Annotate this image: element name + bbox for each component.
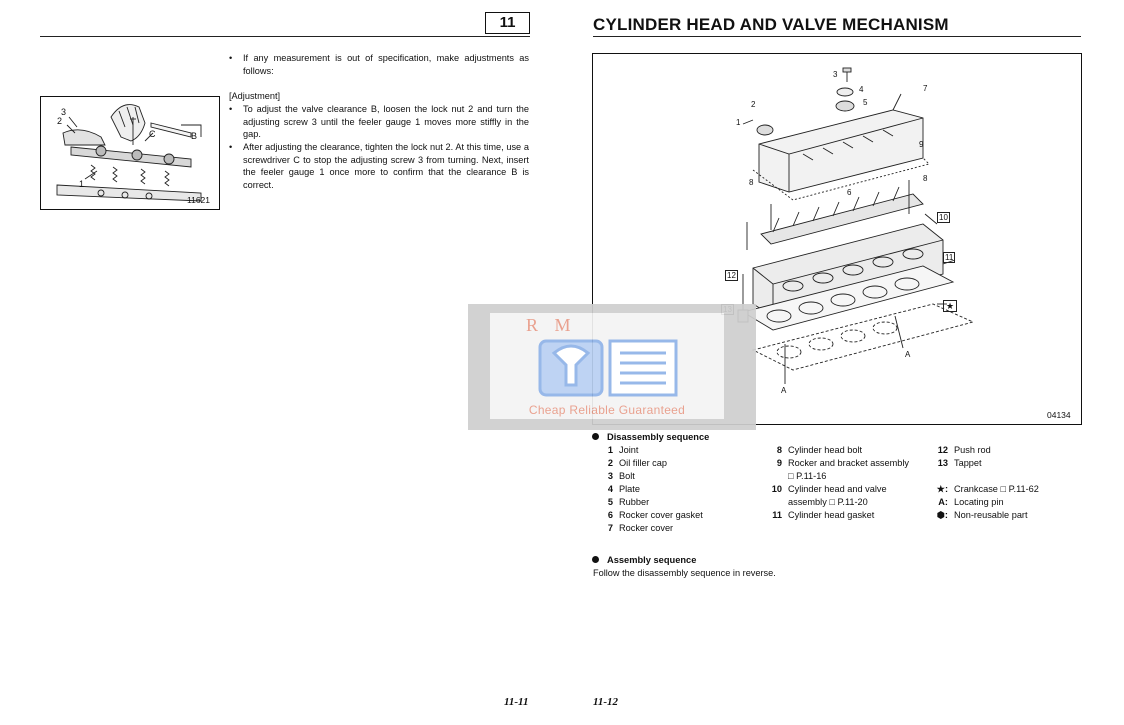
watermark-slogan: Cheap Reliable Guaranteed — [528, 403, 686, 417]
page-number-right: 11-12 — [593, 696, 619, 708]
header-rule-left — [40, 36, 530, 37]
fig-label-1: 1 — [79, 179, 85, 189]
legend-item-6: 6 Rocker cover gasket — [607, 510, 703, 520]
legend-item-3: 3 Bolt — [607, 471, 635, 481]
legend-item-9-ref: □ P.11-16 — [788, 471, 827, 481]
legend-item-9: 9 Rocker and bracket assembly — [776, 458, 910, 468]
valve-adjust-drawing — [41, 97, 219, 209]
legend-key-non-reusable: ⬢: Non-reusable part — [936, 510, 1028, 520]
fig-label-3: 3 — [833, 70, 838, 79]
chapter-number-box — [485, 12, 530, 34]
fig-label-8b: 8 — [923, 174, 928, 183]
page-number-left: 11-11 — [504, 696, 529, 708]
fig-label-2: 2 — [57, 116, 63, 126]
legend-item-2: 2 Oil filler cap — [607, 458, 667, 468]
adjust-bullet-2: • After adjusting the clearance, tighten the lock nut 2. At this time, use a screwdriver C to stop the adjusting screw 3 from turning. Next, insert the feeler gauge 1 once more to confirm that the clearance B is correct. — [229, 142, 529, 190]
adjust-bullet-1: • To adjust the valve clearance B, loosen the lock nut 2 and turn the adjusting screw 3 until the feeler gauge 1 moves more stiffly in the gap. — [229, 104, 529, 140]
fig-label-c: C — [149, 129, 156, 139]
adjust-bullet-1-text: To adjust the valve clearance B, loosen the lock nut 2 and turn the adjusting screw 3 until the feeler gauge 1 moves more stiffly in the gap. — [243, 104, 529, 140]
fig-label-4: 4 — [859, 85, 864, 94]
fig-label-b: B — [191, 131, 198, 141]
fig-label-10: 10 — [939, 213, 948, 222]
crankcase-star-marker: ★ — [943, 300, 957, 312]
fig-label-7: 7 — [923, 84, 928, 93]
legend-item-10: 10 Cylinder head and valve — [771, 484, 887, 494]
fig-label-2: 2 — [751, 100, 756, 109]
watermark-brand: R M — [526, 315, 577, 335]
legend-item-8: 8 Cylinder head bolt — [776, 445, 863, 455]
legend-item-7: 7 Rocker cover — [607, 523, 674, 533]
chapter-number: 11 — [499, 14, 516, 31]
fig-label-5: 5 — [863, 98, 868, 107]
intro-bullet-text: If any measurement is out of specification, make adjustments as follows: — [243, 53, 529, 76]
fig-label-6: 6 — [847, 188, 852, 197]
valve-adjust-figure — [40, 96, 220, 210]
fig-label-12: 12 — [727, 271, 736, 280]
adjustment-label: [Adjustment] — [229, 91, 281, 101]
legend-item-5: 5 Rubber — [607, 497, 650, 507]
legend-item-13: 13 Tappet — [937, 458, 982, 468]
fig-label-a-right: A — [905, 350, 911, 359]
legend-key-crankcase: ★: Crankcase □ P.11-62 — [936, 484, 1039, 494]
legend-item-12: 12 Push rod — [937, 445, 991, 455]
header-rule-right — [593, 36, 1081, 37]
figure-code-right: 04134 — [1047, 410, 1071, 420]
page-title: CYLINDER HEAD AND VALVE MECHANISM — [593, 15, 949, 34]
intro-bullet: • If any measurement is out of specification, make adjustments as follows: — [229, 53, 529, 76]
fig-label-3: 3 — [61, 107, 67, 117]
legend-item-1: 1 Joint — [607, 445, 639, 455]
fig-label-11: 11 — [945, 253, 954, 262]
adjust-bullet-2-text: After adjusting the clearance, tighten the lock nut 2. At this time, use a screwdriver C to stop the adjusting screw 3 from turning. Next, insert the feeler gauge 1 once more to confirm that the clearance B is correct. — [243, 142, 529, 190]
figure-code-left: 11621 — [187, 195, 211, 205]
watermark-logo-icon — [536, 335, 686, 401]
bullet-icon — [592, 556, 599, 563]
fig-label-9: 9 — [919, 140, 924, 149]
watermark-panel — [490, 313, 724, 419]
fig-label-1: 1 — [736, 118, 741, 127]
legend-key-locating-pin: A: Locating pin — [938, 497, 1004, 507]
disassembly-heading: Disassembly sequence — [592, 432, 709, 442]
legend-item-4: 4 Plate — [607, 484, 640, 494]
legend-item-10-ref: assembly □ P.11-20 — [788, 497, 868, 507]
assembly-text: Follow the disassembly sequence in reverse. — [593, 568, 776, 578]
fig-label-a-left: A — [781, 386, 787, 395]
watermark-overlay — [468, 304, 756, 430]
fig-label-8a: 8 — [749, 178, 754, 187]
bullet-icon — [592, 433, 599, 440]
assembly-heading: Assembly sequence — [592, 555, 696, 565]
legend-item-11: 11 Cylinder head gasket — [772, 510, 875, 520]
